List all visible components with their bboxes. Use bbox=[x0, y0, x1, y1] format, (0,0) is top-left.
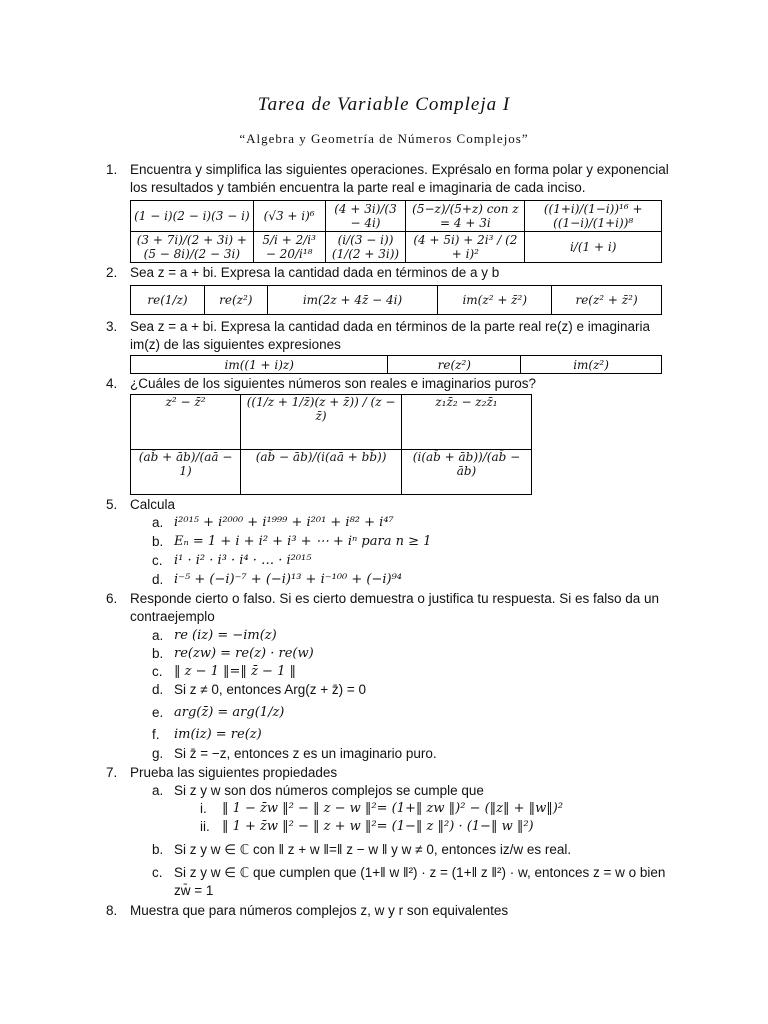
table-operations bbox=[130, 200, 662, 263]
question-number: 6. bbox=[106, 591, 118, 606]
table-real-or-imaginary bbox=[130, 394, 532, 495]
question-text: Encuentra y simplifica las siguientes operaciones. Exprésalo en forma polar y exponencial los resultados y también encuentra la parte real e imaginaria de cada inciso. bbox=[130, 162, 669, 195]
table-row bbox=[131, 232, 662, 263]
item-label: a. bbox=[152, 783, 164, 798]
item-label: g. bbox=[152, 746, 164, 761]
table-row bbox=[131, 201, 662, 232]
item-label: c. bbox=[152, 865, 163, 880]
item-label: c. bbox=[152, 553, 163, 568]
table-cell: (3 + 7i)/(2 + 3i) + (5 − 8i)/(2 − 3i) bbox=[131, 232, 254, 263]
table-cell: ((1/z + 1/z̄)(z + z̄)) / (z − z̄) bbox=[241, 395, 402, 450]
item-label: i. bbox=[200, 801, 207, 816]
item-text: ‖ 1 − z̄w ‖² − ‖ z − w ‖²= (1+‖ zw ‖)² − (‖z‖ + ‖w‖)² bbox=[222, 801, 564, 816]
table-row bbox=[131, 395, 532, 450]
item-text: Si z y w ∈ ℂ con ‖ z + w ‖=‖ z − w ‖ y w ≠ 0, entonces iz/w es real. bbox=[174, 842, 572, 857]
table-row bbox=[131, 286, 662, 315]
question-text: Prueba las siguientes propiedades bbox=[130, 765, 338, 780]
page-subtitle: “Algebra y Geometría de Números Complejos” bbox=[239, 131, 529, 146]
table-cell: (4 + 3i)/(3 − 4i) bbox=[325, 201, 406, 232]
question-number: 8. bbox=[106, 903, 118, 918]
item-text: Si z y w ∈ ℂ que cumplen que (1+‖ w ‖²) · z = (1+‖ z ‖²) · w, entonces z = w o bien zw̄ = 1 bbox=[174, 865, 666, 898]
question-text: Sea z = a + bi. Expresa la cantidad dada en términos de a y b bbox=[130, 265, 500, 280]
item-label: c. bbox=[152, 664, 163, 679]
item-label: d. bbox=[152, 572, 164, 587]
item-label: a. bbox=[152, 515, 164, 530]
page-title: Tarea de Variable Compleja I bbox=[257, 94, 511, 115]
item-label: e. bbox=[152, 705, 164, 720]
question-number: 2. bbox=[106, 265, 118, 280]
question-number: 3. bbox=[106, 319, 118, 334]
table-cell: (5−z)/(5+z) con z = 4 + 3i bbox=[406, 201, 525, 232]
question-text: Muestra que para números complejos z, w y r son equivalentes bbox=[130, 903, 509, 918]
item-label: f. bbox=[152, 727, 160, 742]
table-cell: i/(1 + i) bbox=[525, 232, 662, 263]
item-text: ‖ z − 1 ‖=‖ z̄ − 1 ‖ bbox=[174, 664, 296, 679]
item-text: i²⁰¹⁵ + i²⁰⁰⁰ + i¹⁹⁹⁹ + i²⁰¹ + i⁸² + i⁴⁷ bbox=[174, 515, 394, 530]
table-cell: z² − z̄² bbox=[131, 395, 241, 450]
table-cell: im((1 + i)z) bbox=[131, 356, 388, 374]
item-text: im(iz) = re(z) bbox=[174, 727, 262, 742]
table-cell: ((1+i)/(1−i))¹⁶ + ((1−i)/(1+i))⁸ bbox=[525, 201, 662, 232]
table-cell: im(2z + 4z̄ − 4i) bbox=[267, 286, 438, 315]
table-cell: re(1/z) bbox=[131, 286, 205, 315]
table-cell: 5/i + 2/i³ − 20/i¹⁸ bbox=[253, 232, 325, 263]
table-cell: im(z² + z̄²) bbox=[438, 286, 552, 315]
question-number: 5. bbox=[106, 497, 118, 512]
table-cell: (4 + 5i) + 2i³ / (2 + i)² bbox=[406, 232, 525, 263]
item-label: b. bbox=[152, 534, 164, 549]
table-cell: re(z²) bbox=[388, 356, 521, 374]
table-cell: im(z²) bbox=[521, 356, 662, 374]
item-label: ii. bbox=[200, 819, 210, 834]
table-cell: (1 − i)(2 − i)(3 − i) bbox=[131, 201, 254, 232]
item-label: a. bbox=[152, 628, 164, 643]
table-cell: (ab̄ − āb)/(i(aā + bb̄)) bbox=[241, 450, 402, 495]
table-cell: (i(ab̄ + āb))/(ab̄ − āb) bbox=[401, 450, 531, 495]
item-text: i⁻⁵ + (−i)⁻⁷ + (−i)¹³ + i⁻¹⁰⁰ + (−i)⁹⁴ bbox=[174, 572, 403, 587]
item-text: Eₙ = 1 + i + i² + i³ + ⋯ + iⁿ para n ≥ 1 bbox=[174, 534, 432, 549]
item-text: ‖ 1 + z̄w ‖² − ‖ z + w ‖²= (1−‖ z ‖²) · (1−‖ w ‖²) bbox=[222, 819, 534, 834]
question-number: 4. bbox=[106, 376, 118, 391]
item-text: Si z ≠ 0, entonces Arg(z + z̄) = 0 bbox=[174, 682, 366, 697]
table-row bbox=[131, 450, 532, 495]
item-text: Si z̄ = −z, entonces z es un imaginario puro. bbox=[174, 746, 437, 761]
table-cell: (ab̄ + āb)/(aā − 1) bbox=[131, 450, 241, 495]
item-text: re (iz) = −im(z) bbox=[174, 628, 277, 643]
table-cell: re(z² + z̄²) bbox=[552, 286, 662, 315]
item-text: Si z y w son dos números complejos se cumple que bbox=[174, 783, 484, 798]
item-label: d. bbox=[152, 682, 164, 697]
table-real-imag-parts bbox=[130, 355, 662, 374]
table-cell: re(z²) bbox=[204, 286, 267, 315]
table-row bbox=[131, 356, 662, 374]
question-number: 7. bbox=[106, 765, 118, 780]
question-text: Responde cierto o falso. Si es cierto demuestra o justifica tu respuesta. Si es falso da un contraejemplo bbox=[130, 591, 660, 624]
question-number: 1. bbox=[106, 162, 118, 177]
table-cell: (i/(3 − i))(1/(2 + 3i)) bbox=[325, 232, 406, 263]
item-text: i¹ · i² · i³ · i⁴ · … · i²⁰¹⁵ bbox=[174, 553, 312, 568]
question-text: Sea z = a + bi. Expresa la cantidad dada en términos de la parte real re(z) e imaginaria im(z) de las siguientes expresiones bbox=[130, 319, 651, 352]
question-text: ¿Cuáles de los siguientes números son reales e imaginarios puros? bbox=[130, 376, 536, 391]
table-cell: (√3 + i)⁶ bbox=[253, 201, 325, 232]
item-label: b. bbox=[152, 842, 164, 857]
table-cell: z₁z̄₂ − z₂z̄₁ bbox=[401, 395, 531, 450]
question-text: Calcula bbox=[130, 497, 176, 512]
item-text: arg(z̄) = arg(1/z) bbox=[174, 705, 285, 720]
item-label: b. bbox=[152, 646, 164, 661]
item-text: re(zw) = re(z) · re(w) bbox=[174, 646, 314, 661]
table-real-imag-ab bbox=[130, 285, 662, 315]
